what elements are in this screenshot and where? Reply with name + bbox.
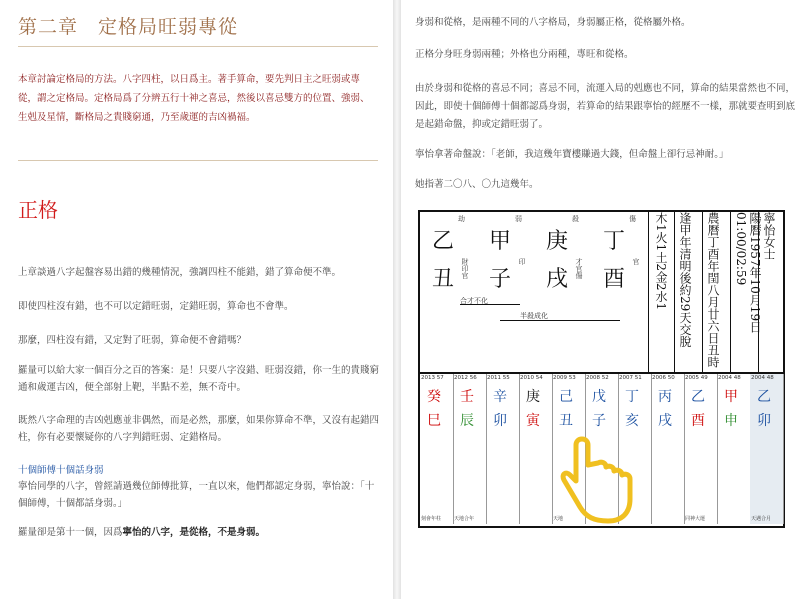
paragraph: 羅量可以給大家一個百分之百的答案：是！只要八字沒錯、旺弱沒錯，你一生的貴賤窮通和歲運吉凶，便全部射上靶，半點不差，無不奇中。 — [18, 365, 380, 393]
paragraph: 由於身弱和從格的喜忌不同；喜忌不同，流運入局的剋應也不同，算命的結果當然也不同，因此，即使十個師傅十個都認爲身弱，若算命的結果跟寧怡的經歷不一樣，那就要查明到底是起錯命盤，抑或定錯旺弱了。 — [415, 83, 796, 130]
dayun-gan: 丁 — [625, 389, 639, 405]
combo-note: 合才不化 — [460, 297, 488, 305]
dayun-footnote: 刻會年柱 — [421, 516, 442, 522]
paragraph: 即使四柱沒有錯，也不可以定錯旺弱，定錯旺弱，算命也不會準。 — [18, 301, 294, 312]
dayun-year: 2011 55 — [487, 375, 510, 381]
paragraph: 正格分身旺身弱兩種；外格也分兩種，專旺和從格。 — [415, 49, 634, 60]
pillar-gan: 丁 — [603, 229, 626, 254]
pillar-day — [534, 212, 591, 316]
dayun-footnote: 天地合年 — [454, 516, 475, 522]
dayun-gan: 丙 — [658, 389, 672, 405]
chapter-title: 第二章 定格局旺弱專從 — [18, 16, 239, 38]
dayun-year: 2004 48 — [751, 375, 774, 381]
combo-note: 半殺成化 — [520, 312, 548, 320]
intro-line: 生剋及星情，斷格局之貴賤窮通，乃至歲運的吉凶禍福。 — [18, 112, 256, 123]
left-page — [0, 0, 393, 599]
jiaotuo-info: 逢甲年清明後約29天交脫 — [678, 212, 692, 348]
dayun-zhi: 酉 — [691, 413, 705, 429]
divider — [18, 46, 378, 47]
dayun-year: 2012 56 — [454, 375, 477, 381]
pillar-gan: 乙 — [432, 229, 455, 254]
pillar-zhi: 丑 — [432, 267, 455, 292]
dayun-year: 2009 53 — [553, 375, 576, 381]
dayun-year: 2008 52 — [586, 375, 609, 381]
col-divider — [730, 212, 731, 372]
pillar-shen: 弱 — [515, 215, 522, 223]
section-title: 正格 — [18, 198, 58, 222]
pillar-zhi: 酉 — [603, 267, 626, 292]
dayun-year: 2013 57 — [421, 375, 444, 381]
dayun-zhi: 亥 — [625, 413, 639, 429]
dayun-zhi: 寅 — [526, 413, 540, 429]
divider — [18, 160, 378, 161]
intro-line: 本章討論定格局的方法。八字四柱，以日爲主。著手算命，要先判日主之旺弱或專 — [18, 74, 361, 85]
intro-text — [18, 70, 378, 127]
dayun-cell — [651, 374, 685, 524]
pillar-hidden: 印 — [518, 258, 526, 265]
dayun-year: 2005 49 — [685, 375, 708, 381]
col-divider — [758, 212, 759, 372]
dayun-year: 2006 50 — [652, 375, 675, 381]
dayun-zhi: 戌 — [658, 413, 672, 429]
lunar-date: 農曆丁酉年閏八月廿六日丑時 — [706, 212, 720, 368]
col-divider — [702, 212, 703, 372]
dayun-zhi: 巳 — [427, 413, 441, 429]
wuxing-count: 木1火1土2金2水1 — [654, 212, 668, 311]
dayun-gan: 壬 — [460, 389, 474, 405]
dayun-footnote: 同神大運 — [685, 516, 706, 522]
dayun-cell — [453, 374, 487, 524]
pillar-shen: 殺 — [572, 215, 579, 223]
paragraph: 身弱和從格，是兩種不同的八字格局，身弱屬正格，從格屬外格。 — [415, 17, 691, 28]
dayun-gan: 乙 — [757, 389, 771, 405]
para-text: 羅量卻是第十一個，因爲 — [18, 527, 123, 538]
dayun-gan: 甲 — [724, 389, 738, 405]
col-divider — [648, 212, 649, 372]
solar-date: 陽曆1957年10月19日01:00/02:59 — [734, 212, 762, 334]
pillars — [420, 212, 649, 372]
col-divider — [674, 212, 675, 372]
dayun-footnote: 天遇合月 — [751, 516, 772, 522]
page-gutter — [393, 0, 401, 599]
dayun-gan: 庚 — [526, 389, 540, 405]
pillar-shen: 劫 — [458, 215, 465, 223]
paragraph: 既然八字命理的吉凶剋應並非偶然，而是必然，那麼，如果你算命不準，又沒有起錯四柱，你有必要懷疑你的八字判錯旺弱、定錯格局。 — [18, 415, 380, 443]
dayun-cell — [420, 374, 454, 524]
paragraph: 那麼，四柱沒有錯，又定對了旺弱，算命便不會錯嗎？ — [18, 335, 247, 346]
pillar-gan: 甲 — [489, 229, 512, 254]
para-emphasis: 寧怡的八字，是從格，不是身弱。 — [122, 527, 266, 538]
dayun-cell — [750, 374, 784, 524]
combo-line — [500, 320, 620, 321]
dayun-footnote: 天地 — [553, 516, 564, 522]
dayun-zhi: 辰 — [460, 413, 474, 429]
pillar-zhi: 戌 — [546, 267, 569, 292]
pillar-gan: 庚 — [546, 229, 569, 254]
subject-name: 寧怡女士 — [762, 212, 776, 260]
paragraph: 寧怡拿著命盤說：「老師，我這幾年寶樓賺過大錢，但命盤上卻行忌神耐。」 — [415, 149, 729, 160]
dayun-cell — [519, 374, 553, 524]
dayun-gan: 乙 — [691, 389, 705, 405]
pillar-shen: 傷 — [629, 215, 636, 223]
pointing-hand-icon — [560, 435, 640, 525]
dayun-zhi: 卯 — [493, 413, 507, 429]
pillar-hidden: 才官傷 — [575, 258, 583, 279]
pillar-zhi: 子 — [489, 267, 512, 292]
dayun-year: 2010 54 — [520, 375, 543, 381]
dayun-cell — [486, 374, 520, 524]
pillar-hidden: 官 — [632, 258, 640, 265]
paragraph: 她指著二〇八、〇九這幾年。 — [415, 179, 539, 190]
dayun-zhi: 丑 — [559, 413, 573, 429]
dayun-zhi: 子 — [592, 413, 606, 429]
dayun-gan: 辛 — [493, 389, 507, 405]
dayun-gan: 癸 — [427, 389, 441, 405]
paragraph — [18, 524, 380, 541]
dayun-gan: 戊 — [592, 389, 606, 405]
dayun-cell — [684, 374, 718, 524]
pillar-hour — [591, 212, 648, 316]
dayun-gan: 己 — [559, 389, 573, 405]
dayun-zhi: 申 — [724, 413, 738, 429]
dayun-year: 2007 51 — [619, 375, 642, 381]
paragraph: 上章談過八字起盤容易出錯的幾種情況，強調四柱不能錯，錯了算命便不準。 — [18, 267, 342, 278]
pillar-hidden: 財印官 — [461, 258, 469, 279]
dayun-cell — [717, 374, 751, 524]
subheading: 十個師傅十個話身弱 — [18, 465, 104, 476]
intro-line: 從，謂之定格局。定格局爲了分辨五行十神之喜忌，然後以喜忌雙方的位置、強弱、 — [18, 93, 370, 104]
chart-upper — [420, 212, 783, 374]
dayun-zhi: 卯 — [757, 413, 771, 429]
dayun-year: 2004 48 — [718, 375, 741, 381]
paragraph: 寧怡同學的八字，曾經請過幾位師傅批算，一直以來，他們都認定身弱，寧怡說：「十個師傅，十個都話身弱。」 — [18, 481, 375, 509]
